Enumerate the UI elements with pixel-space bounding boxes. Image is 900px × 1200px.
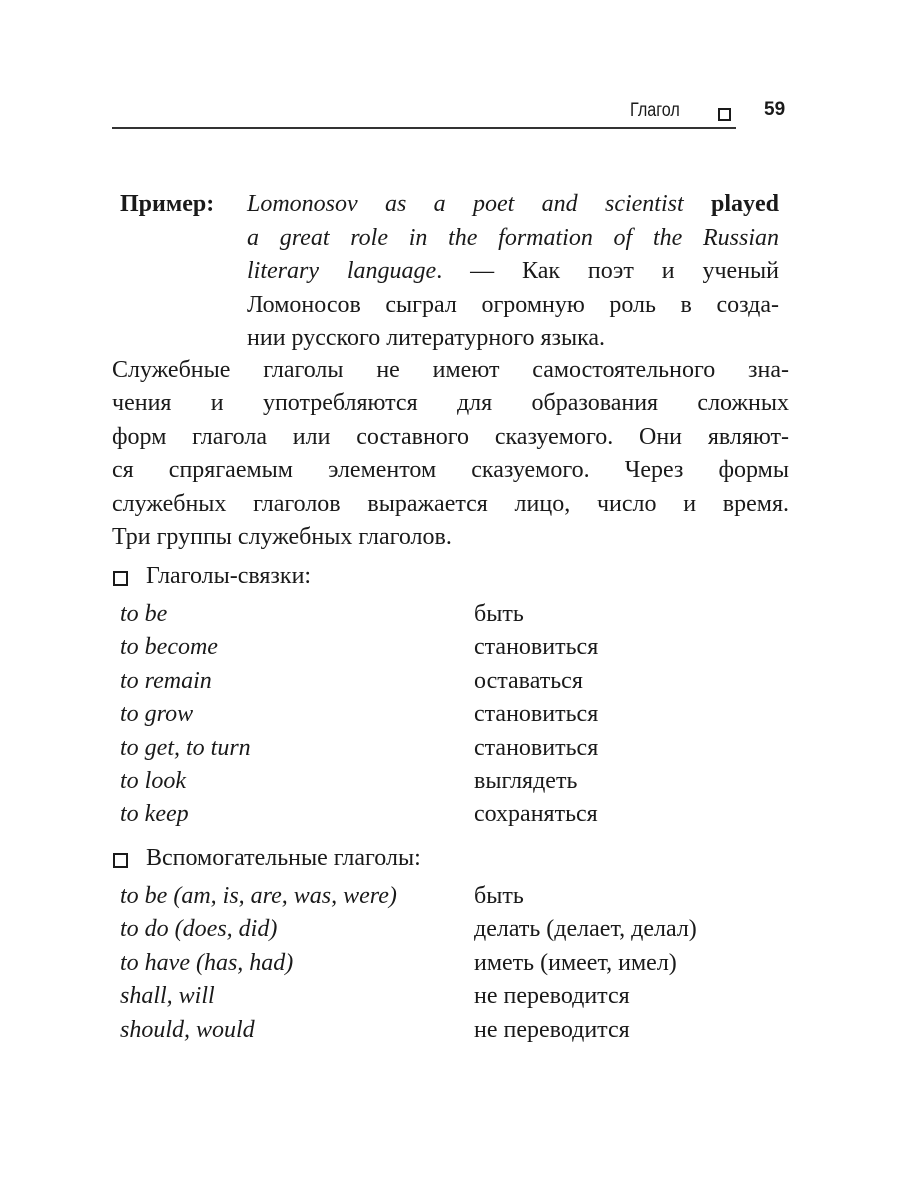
example-line [247,322,779,355]
paragraph-line: ся спрягаемым элементом сказуемого. Через формы [112,457,789,484]
english-verb: shall, will [120,983,215,1010]
example-line [247,222,779,255]
square-bullet-icon [718,108,731,121]
english-verb: to keep [120,801,189,828]
english-verb: to remain [120,667,212,694]
russian-translation: становиться [474,701,599,728]
english-text: a great role in the formation of the Russian [247,224,779,251]
paragraph-line: чения и употребляются для образования сложных [112,390,789,417]
russian-translation: не переводится [474,983,630,1010]
example-label: Пример: [120,191,215,217]
english-text: literary language [247,258,437,284]
section-title: Глагол [630,100,680,121]
english-text: Lomonosov as a poet and scientist [247,191,711,217]
square-bullet-icon [113,853,128,868]
english-verb: to look [120,768,186,794]
russian-translation: не переводится [474,1016,630,1043]
russian-text: . — Как поэт и ученый [436,258,780,284]
header-rule [112,127,736,129]
english-verb: to be [120,601,168,627]
example-line [247,188,779,221]
english-verb: to be (am, is, are, was, were) [120,883,397,909]
russian-translation: оставаться [474,667,583,694]
russian-translation: становиться [474,734,599,761]
russian-translation: быть [474,601,524,627]
paragraph-line: служебных глаголов выражается лицо, число и время. [112,490,789,517]
example-line [247,255,779,288]
russian-translation: иметь (имеет, имел) [474,949,677,976]
english-verb: to get, to turn [120,734,251,761]
highlighted-verb: played [710,191,779,217]
russian-text: Ломоносов сыграл огромную роль в созда- [247,291,779,318]
russian-translation: становиться [474,634,599,661]
english-verb: to do (does, did) [120,916,278,943]
example-line [247,289,779,322]
english-verb: to grow [120,701,194,728]
paragraph-line: Служебные глаголы не имеют самостоятельного зна- [112,357,789,383]
square-bullet-icon [113,571,128,586]
paragraph-line: Три группы служебных глаголов. [112,524,452,550]
paragraph-line: форм глагола или составного сказуемого. Они являют- [112,423,789,450]
russian-text: нии русского литературного языка. [247,325,606,351]
group-title: Вспомогательные глаголы: [146,845,421,871]
russian-translation: выглядеть [474,768,578,794]
english-verb: should, would [120,1016,255,1043]
english-verb: to have (has, had) [120,949,294,976]
page-number: 59 [764,99,786,120]
russian-translation: сохраняться [474,801,598,828]
group-title: Глаголы-связки: [146,563,312,589]
english-verb: to become [120,634,218,661]
russian-translation: делать (делает, делал) [474,916,697,943]
russian-translation: быть [474,883,524,909]
